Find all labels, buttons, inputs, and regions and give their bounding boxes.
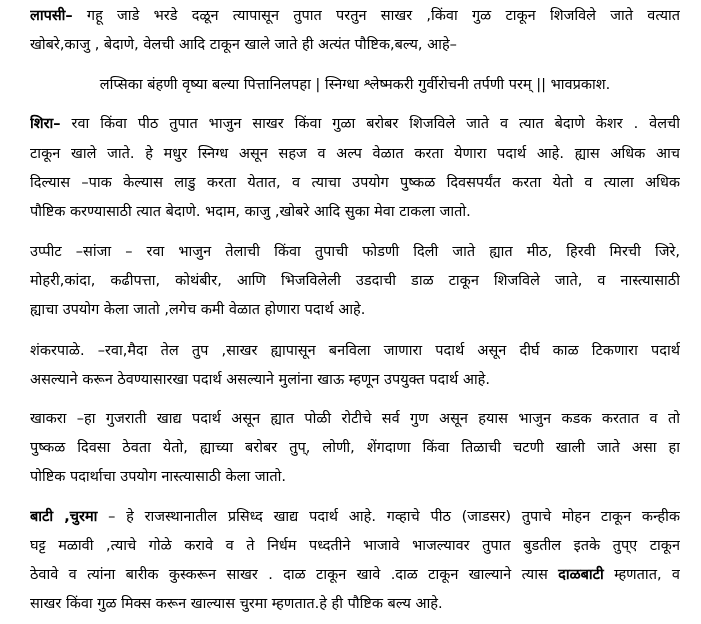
lapsi-line-1 (30, 6, 680, 28)
uppit-line-3: ह्याचा उपयोग केला जातो ,लगेच कमी वेळात होणारा पदार्थ आहे. (30, 302, 366, 318)
bati-line-4: साखर किंवा गुळ मिक्स करून खाल्यास चुरमा म्हणतात.हे ही पौष्टिक बल्य आहे. (30, 596, 443, 612)
sanskrit-quote: लप्सिका बंहणी वृष्या बल्या पित्तानिलपहा | स्निग्धा श्लेष्मकरी गुर्वीरोचनी तर्पणी परम् || भावप्रकाश. (99, 77, 611, 93)
bati-line-2: घट्ट मळावी ,त्याचे गोळे करावे व ते निर्धम पध्दतीने भाजावे भाजल्यावर तुपात बुडतील इतके तुप्ए टाकून (30, 538, 680, 554)
shira-text-1: रवा किंवा पीठ तुपात भाजुन साखर किंवा गुळा बरोबर शिजविले जाते व त्यात बेदाणे केशर . वेलची (71, 116, 680, 132)
bati-text-3: ठेवावे व त्यांना बारीक कुस्करून साखर . दाळ टाकून खावे .दाळ टाकून खाल्याने त्यास (30, 567, 559, 583)
khakra-line-2: पुष्कळ दिवसा ठेवता येतो, ह्याच्या बरोबर तुप्, लोणी, शेंगदाणा किंवा तिळाची चटणी खाली जाते असा हा (30, 440, 680, 456)
lapsi-heading: लापसी– (30, 8, 73, 24)
bati-heading: बाटी ,चुरमा (30, 509, 98, 525)
uppit-line-1: उप्पीट –सांजा – रवा भाजुन तेलाची किंवा तुपाची फोडणी दिली जाते ह्यात मीठ, हिरवी मिरची जिरे, (30, 244, 680, 260)
shira-line-1 (30, 114, 680, 136)
lapsi-line-2: खोबरे,काजु , बेदाणे, वेलची आदि टाकून खाले जाते ही अत्यंत पौष्टिक,बल्य, आहे– (30, 37, 457, 53)
shira-line-4: पौष्टिक करण्यासाठी त्यात बेदाणे. भदाम, काजु ,खोबरे आदि सुका मेवा टाकला जातो. (30, 204, 471, 220)
khakra-line-1: खाकरा –हा गुजराती खाद्य पदार्थ असून ह्यात पोळी रोटीचे सर्व गुण असून हयास भाजुन कडक करतात व तो (30, 411, 680, 427)
shankarpale-line-2: असल्याने करून ठेवण्यासारखा पदार्थ असल्याने मुलांना खाऊ म्हणून उपयुक्त पदार्थ आहे. (30, 372, 490, 388)
khakra-line-3: पोष्टिक पदार्थाचा उपयोग नास्त्यासाठी केला जातो. (30, 469, 286, 485)
bati-line-3 (30, 565, 680, 587)
lapsi-text-1: गहू जाडे भरडे दळून त्यापासून तुपात परतुन साखर ,किंवा गुळ टाकून शिजविले जाते वत्यात (86, 8, 680, 24)
shira-line-2: टाकून खाले जाते. हे मधुर स्निग्ध असून सहज व अल्प वेळात करता येणारा पदार्थ आहे. ह्यास अधिक आच (30, 146, 680, 162)
uppit-line-2: मोहरी,कांदा, कढीपत्ता, कोथंबीर, आणि भिजविलेली उडदाची डाळ टाकून शिजविले जाते, व नास्त्यासाठी (30, 273, 680, 289)
dalbati-term: दाळबाटी (558, 567, 604, 583)
shira-heading: शिरा– (30, 116, 61, 132)
shira-line-3: दिल्यास –पाक केल्यास लाडु करता येतात, व त्याचा उपयोग पुष्कळ दिवसपर्यंत करता येतो व त्याला अधिक (30, 175, 680, 191)
bati-line-1 (30, 507, 680, 529)
shankarpale-line-1: शंकरपाळे. –रवा,मैदा तेल तुप ,साखर ह्यापासून बनविला जाणारा पदार्थ असून दीर्घ काळ टिकणारा पदार्थ (30, 343, 680, 359)
bati-text-1: – हे राजस्थानातील प्रसिध्द खाद्य पदार्थ आहे. गव्हाचे पीठ (जाडसर) तुपाचे मोहन टाकून कन्हीक (97, 509, 680, 525)
bati-text-3-end: म्हणतात, व (603, 567, 680, 583)
